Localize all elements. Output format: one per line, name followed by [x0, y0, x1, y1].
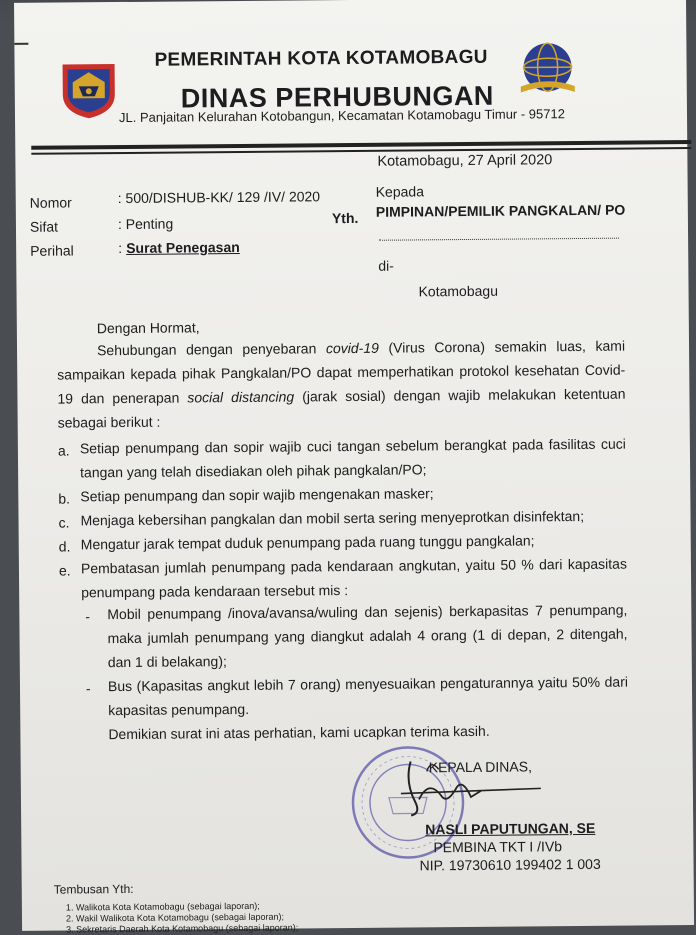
place-date: Kotamobagu, 27 April 2020 [377, 152, 552, 170]
sifat-label: Sifat [30, 219, 58, 235]
list-item-b: Setiap penumpang dan sopir wajib mengenakan masker; [80, 481, 434, 509]
perihal-colon: : [118, 240, 122, 256]
recipient: PIMPINAN/PEMILIK PANGKALAN/ PO [376, 202, 626, 220]
subitem-marker-1: - [85, 608, 90, 624]
list-item-c: Menjaga kebersihan pangkalan dan mobil serta sering menyeprotkan disinfektan; [80, 504, 584, 533]
list-marker-c: c. [58, 514, 69, 530]
list-item-a-line-2: tangan yang telah disediakan oleh pihak pangkalan/PO; [80, 457, 427, 485]
cc-item-3: 3. Sekretaris Daerah Kota Kotamobagu (sebagai laporan); [66, 922, 298, 934]
kepada-label: Kepada [376, 183, 424, 199]
intro-line-4: sebagai berikut : [58, 410, 161, 436]
list-item-e-line-2: penumpang pada kendaraan tersebut mis : [81, 578, 348, 605]
list-marker-e: e. [59, 562, 71, 578]
cc-item-1: 1. Walikota Kota Kotamobagu (sebagai laporan); [66, 901, 260, 913]
transport-dept-logo [514, 36, 581, 103]
cc-item-2: 2. Wakil Walikota Kota Kotamobagu (sebagai laporan); [66, 912, 284, 924]
list-item-a-line-1: Setiap penumpang dan sopir wajib cuci tangan sebelum berangkat pada fasilitas cuci [80, 432, 626, 462]
list-marker-a: a. [58, 442, 70, 458]
intro-line-2: sampaikan kepada pihak Pangkalan/PO dapat memperhatikan protokol kesehatan Covid- [57, 358, 625, 388]
subitem-1-line-2: maka jumlah penumpang yang diangkut adalah 4 orang (1 di depan, 2 ditengah, [107, 622, 627, 652]
subitem-marker-2: - [86, 680, 91, 696]
subitem-2-line-2: kapasitas penumpang. [108, 697, 249, 723]
yth-label: Yth. [332, 210, 359, 226]
list-item-e-line-1: Pembatasan jumlah penumpang pada kendaraan angkutan, yaitu 50 % dari kapasitas [81, 552, 627, 582]
greeting: Dengan Hormat, [97, 319, 200, 336]
letter-page [14, 0, 694, 931]
signatory-name: NASLI PAPUTUNGAN, SE [425, 820, 595, 837]
perihal-label: Perihal [30, 242, 74, 258]
list-marker-d: d. [59, 538, 71, 554]
recipient-dotted-line [379, 238, 619, 241]
sifat-value: : Penting [118, 216, 173, 232]
signatory-rank: PEMBINA TKT I /IVb [433, 838, 562, 855]
city-emblem-logo [59, 60, 120, 121]
cc-label: Tembusan Yth: [54, 882, 134, 897]
perihal-value: Surat Penegasan [126, 239, 240, 256]
di-label: di- [378, 258, 394, 274]
department-name: DINAS PERHUBUNGAN [181, 81, 494, 115]
closing-text: Demikian surat ini atas perhatian, kami ucapkan terima kasih. [108, 719, 490, 747]
edge-mark [14, 43, 28, 45]
city-label: Kotamobagu [418, 283, 498, 300]
department-address: JL. Panjaitan Kelurahan Kotobangun, Kecamatan Kotamobagu Timur - 95712 [119, 106, 565, 125]
subitem-1-line-1: Mobil penumpang /inova/avansa/wuling dan sejenis) berkapasitas 7 penumpang, [107, 598, 627, 628]
list-item-d: Mengatur jarak tempat duduk penumpang pada ruang tunggu pangkalan; [81, 528, 535, 557]
subitem-1-line-3: dan 1 di belakang); [108, 649, 227, 675]
signatory-nip: NIP. 19730610 199402 1 003 [419, 856, 600, 874]
intro-line-3: 19 dan penerapan social distancing (jarak sosial) dengan wajib melakukan ketentuan [57, 382, 625, 412]
subitem-2-line-1: Bus (Kapasitas angkut lebih 7 orang) menyesuaikan pengaturannya yaitu 50% dari [108, 670, 628, 700]
intro-line-1: Sehubungan dengan penyebaran covid-19 (Virus Corona) semakin luas, kami [97, 334, 625, 364]
government-name: PEMERINTAH KOTA KOTAMOBAGU [154, 47, 487, 72]
list-marker-b: b. [58, 490, 70, 506]
signatory-title: KEPALA DINAS, [429, 758, 532, 775]
nomor-label: Nomor [30, 194, 72, 210]
nomor-value: : 500/DISHUB-KK/ 129 /IV/ 2020 [118, 188, 320, 206]
